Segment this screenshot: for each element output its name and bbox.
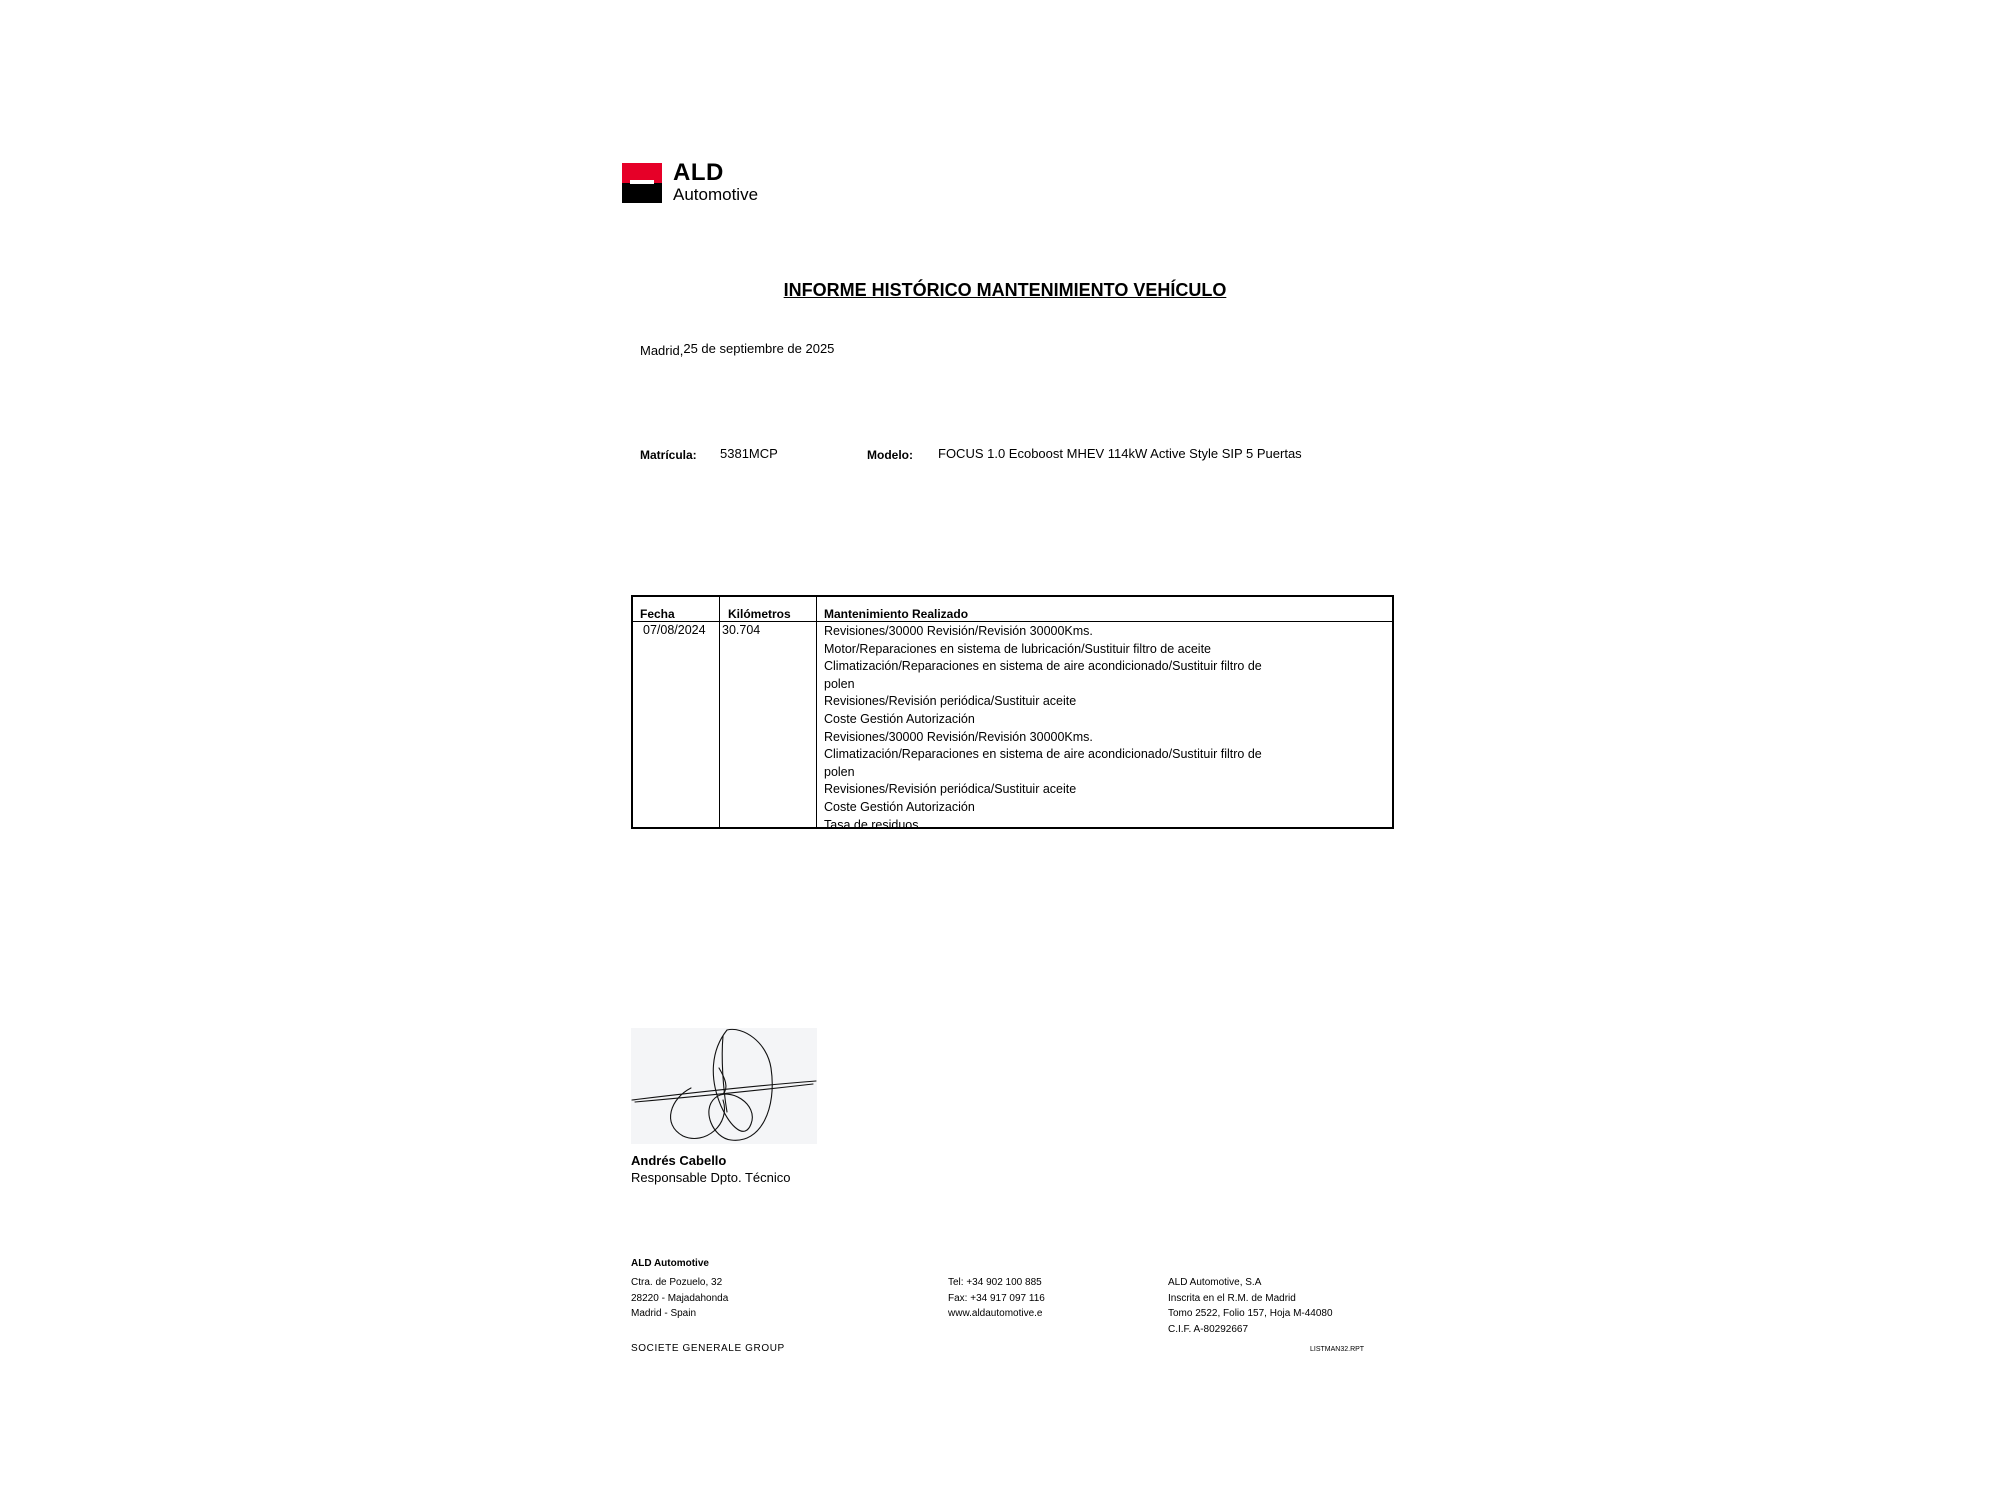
row-date: 07/08/2024 xyxy=(643,623,706,637)
model-label: Modelo: xyxy=(867,448,913,462)
footer-group: SOCIETE GENERALE GROUP xyxy=(631,1343,785,1354)
footer-address xyxy=(631,1275,728,1322)
task-item: polen xyxy=(824,676,855,691)
report-place: Madrid, xyxy=(640,343,684,358)
task-item: Revisiones/30000 Revisión/Revisión 30000Kms. xyxy=(824,729,1093,744)
maintenance-task-list xyxy=(824,623,1262,834)
task-item: Coste Gestión Autorización xyxy=(824,711,975,726)
date-line xyxy=(640,341,834,356)
task-item: Revisiones/Revisión periódica/Sustituir aceite xyxy=(824,694,1077,709)
signer-role: Responsable Dpto. Técnico xyxy=(631,1170,791,1185)
task-item: Coste Gestión Autorización xyxy=(824,799,975,814)
logo-mark-icon xyxy=(622,163,662,203)
footer-legal-line: Tomo 2522, Folio 157, Hoja M-44080 xyxy=(1168,1308,1333,1319)
maintenance-table xyxy=(631,595,1394,832)
footer-legal xyxy=(1168,1275,1333,1337)
task-item: Revisiones/30000 Revisión/Revisión 30000Kms. xyxy=(824,624,1093,638)
footer-phone: Tel: +34 902 100 885 xyxy=(948,1277,1042,1288)
task-item: Climatización/Reparaciones en sistema de aire acondicionado/Sustituir filtro de xyxy=(824,747,1262,762)
task-item: Motor/Reparaciones en sistema de lubricación/Sustituir filtro de aceite xyxy=(824,641,1211,656)
model-value: FOCUS 1.0 Ecoboost MHEV 114kW Active Style SIP 5 Puertas xyxy=(938,446,1302,461)
row-km: 30.704 xyxy=(722,623,761,637)
column-divider xyxy=(719,597,720,827)
task-item: Tasa de residuos xyxy=(824,817,919,832)
footer-address-line: Madrid - Spain xyxy=(631,1308,697,1319)
footer-company: ALD Automotive xyxy=(631,1258,709,1269)
footer-address-line: 28220 - Majadahonda xyxy=(631,1292,729,1304)
report-date: 25 de septiembre de 2025 xyxy=(683,341,835,356)
footer-legal-line: ALD Automotive, S.A xyxy=(1168,1277,1262,1288)
plate-label: Matrícula: xyxy=(640,448,697,462)
column-divider xyxy=(816,597,817,827)
header-divider xyxy=(633,621,1392,622)
header-kilometros: Kilómetros xyxy=(728,607,791,621)
ald-automotive-logo xyxy=(622,159,770,207)
signer-name: Andrés Cabello xyxy=(631,1153,727,1168)
task-item: Revisiones/Revisión periódica/Sustituir aceite xyxy=(824,782,1077,797)
task-item: Climatización/Reparaciones en sistema de aire acondicionado/Sustituir filtro de xyxy=(824,659,1262,674)
footer-fax: Fax: +34 917 097 116 xyxy=(948,1292,1045,1304)
logo-text-automotive: Automotive xyxy=(673,185,759,204)
footer-contact xyxy=(948,1275,1045,1322)
footer-address-line: Ctra. de Pozuelo, 32 xyxy=(631,1277,723,1288)
task-item: polen xyxy=(824,764,855,779)
footer-legal-line: Inscrita en el R.M. de Madrid xyxy=(1168,1292,1296,1304)
logo-text-ald: ALD xyxy=(673,159,724,186)
header-mantenimiento: Mantenimiento Realizado xyxy=(824,607,969,621)
plate-value: 5381MCP xyxy=(720,446,778,461)
footer-website: www.aldautomotive.e xyxy=(948,1308,1043,1319)
signature-image xyxy=(631,1028,817,1144)
footer-legal-line: C.I.F. A-80292667 xyxy=(1168,1323,1249,1335)
header-fecha: Fecha xyxy=(640,607,675,621)
report-reference: LISTMAN32.RPT xyxy=(1310,1346,1365,1353)
report-title: INFORME HISTÓRICO MANTENIMIENTO VEHÍCULO xyxy=(783,280,1227,300)
